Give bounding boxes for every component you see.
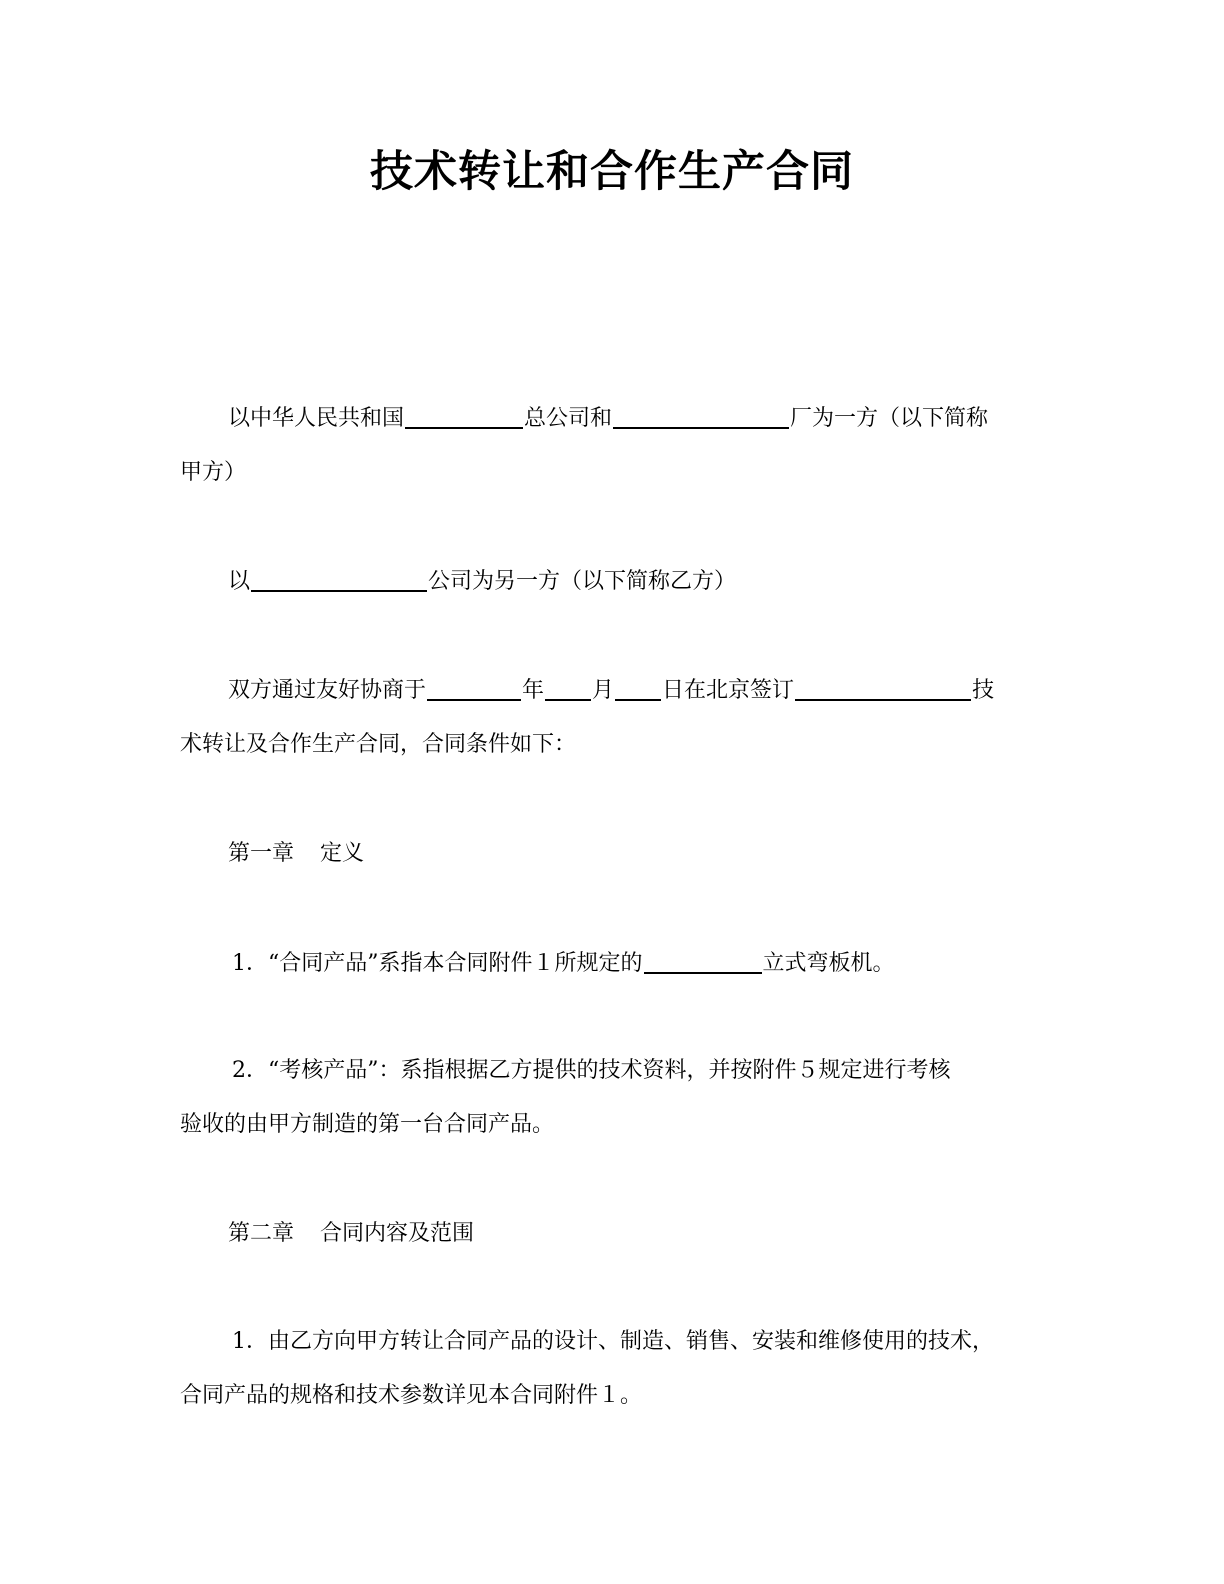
chapter-1-clause-1	[180, 937, 1036, 991]
text-segment: 双方通过友好协商于	[228, 678, 427, 703]
fill-in-blank	[613, 405, 789, 429]
chapter-heading-line	[180, 827, 1036, 881]
document-title: 技术转让和合作生产合同	[370, 147, 854, 197]
month-blank	[545, 677, 591, 701]
signing-line-2: 术转让及合作生产合同，合同条件如下：	[180, 732, 577, 757]
fill-in-blank	[405, 405, 523, 429]
year-blank	[427, 677, 521, 701]
party-b-line-1	[180, 555, 1036, 609]
chapter-title: 合同内容及范围	[320, 1221, 475, 1246]
clause-line-1	[180, 1315, 1036, 1369]
text-segment: 月	[592, 678, 615, 703]
clause-text: 由乙方向甲方转让合同产品的设计、制造、销售、安装和维修使用的技术，	[268, 1329, 995, 1354]
clause-line-1	[180, 1044, 1036, 1098]
chapter-heading-line	[180, 1207, 1036, 1261]
chapter-2-clause-1	[180, 1315, 1036, 1423]
text-segment: 总公司和	[524, 406, 613, 431]
clause-number: 1．	[232, 1329, 268, 1354]
fill-in-blank	[644, 950, 762, 974]
chapter-2-heading	[180, 1207, 1036, 1261]
party-a-paragraph	[180, 392, 1036, 500]
chapter-1-heading	[180, 827, 1036, 881]
day-blank	[615, 677, 661, 701]
clause-number: 2．	[232, 1058, 268, 1083]
chapter-1-clause-2	[180, 1044, 1036, 1152]
clause-line-1	[180, 937, 1036, 991]
text-segment: 日在北京签订	[662, 678, 795, 703]
party-a-line-1	[180, 392, 1036, 446]
fill-in-blank	[251, 568, 427, 592]
clause-line-2: 验收的由甲方制造的第一台合同产品。	[180, 1112, 555, 1137]
text-segment: 立式弯板机。	[762, 951, 895, 976]
signing-line-1	[180, 664, 1036, 718]
clause-text: “考核产品”：系指根据乙方提供的技术资料，并按附件５规定进行考核	[268, 1058, 951, 1083]
chapter-label: 第一章	[228, 841, 295, 866]
fill-in-blank	[795, 677, 971, 701]
clause-number: 1．	[232, 951, 268, 976]
text-segment: 年	[522, 678, 545, 703]
text-segment: “合同产品”系指本合同附件１所规定的	[268, 951, 643, 976]
text-segment: 公司为另一方（以下简称乙方）	[428, 569, 737, 594]
text-segment: 厂为一方（以下简称	[790, 406, 989, 431]
party-a-line-2: 甲方）	[180, 460, 247, 485]
signing-paragraph	[180, 664, 1036, 772]
clause-line-2: 合同产品的规格和技术参数详见本合同附件１。	[180, 1383, 643, 1408]
chapter-title: 定义	[320, 841, 365, 866]
text-segment: 以	[228, 569, 251, 594]
text-segment: 技	[972, 678, 995, 703]
text-segment: 以中华人民共和国	[228, 406, 405, 431]
chapter-label: 第二章	[228, 1221, 295, 1246]
party-b-paragraph	[180, 555, 1036, 609]
